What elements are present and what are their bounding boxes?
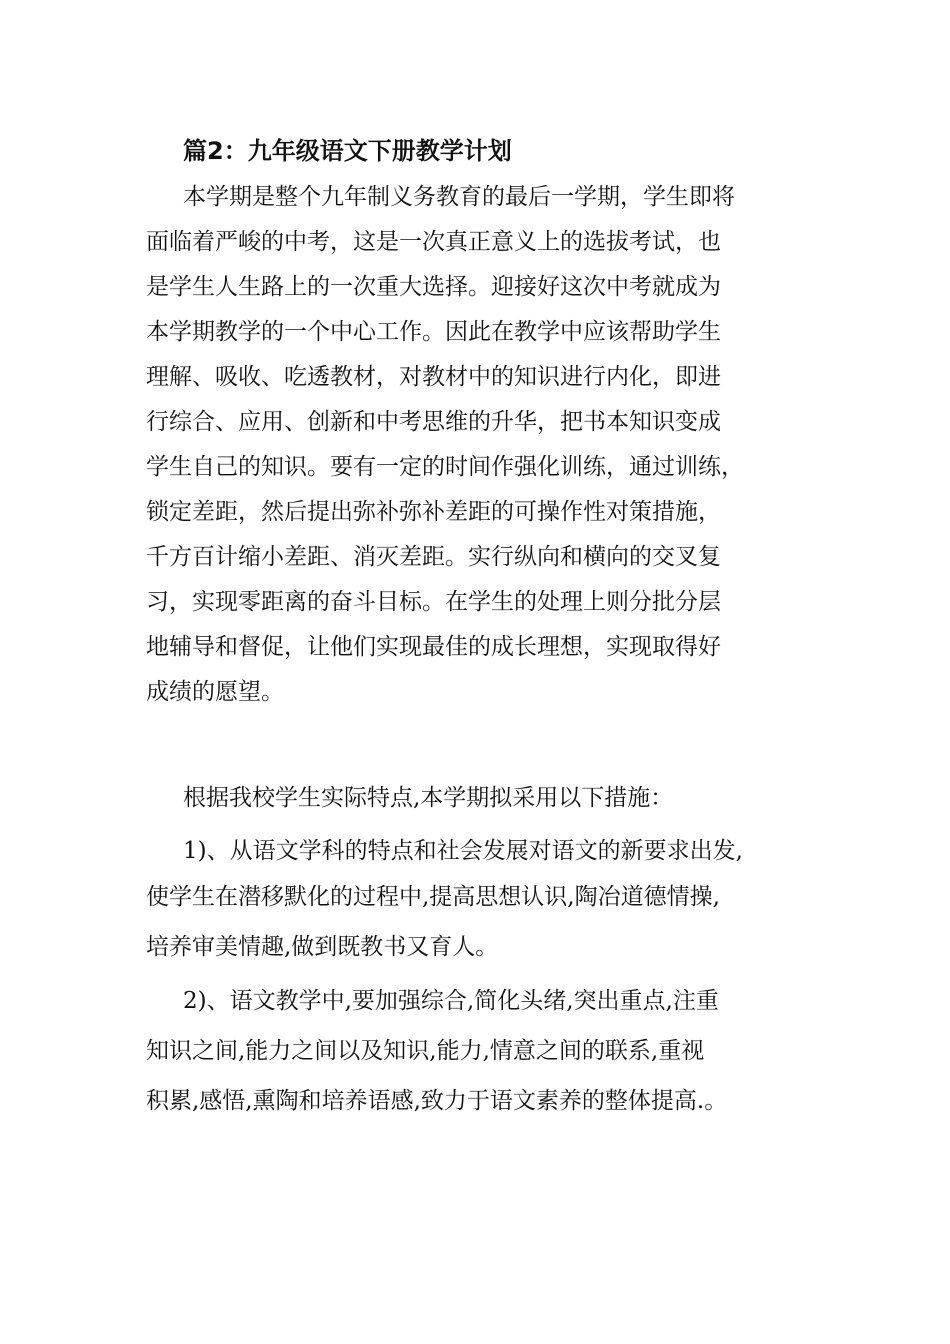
paragraph-3-line-3: 培养审美情趣,做到既教书又育人。 (146, 934, 499, 960)
paragraph-1-line-12: 成绩的愿望。 (146, 679, 284, 705)
paragraph-1-line-6: 行综合、应用、创新和中考思维的升华，把书本知识变成 (146, 409, 721, 435)
paragraph-2-line-1: 根据我校学生实际特点,本学期拟采用以下措施： (183, 785, 674, 811)
paragraph-4-line-2: 知识之间,能力之间以及知识,能力,情意之间的联系,重视 (146, 1038, 705, 1064)
paragraph-1-line-8: 锁定差距，然后提出弥补弥补差距的可操作性对策措施， (146, 499, 721, 525)
document-title: 篇2：九年级语文下册教学计划 (183, 137, 512, 165)
paragraph-1-line-1: 本学期是整个九年制义务教育的最后一学期，学生即将 (183, 184, 735, 210)
paragraph-1-line-5: 理解、吸收、吃透教材，对教材中的知识进行内化，即进 (146, 364, 721, 390)
paragraph-3-line-1: 1)、从语文学科的特点和社会发展对语文的新要求出发, (183, 838, 743, 864)
paragraph-1-line-7: 学生自己的知识。要有一定的时间作强化训练，通过训练， (146, 454, 744, 480)
paragraph-1-line-11: 地辅导和督促，让他们实现最佳的成长理想，实现取得好 (146, 634, 721, 660)
paragraph-4-line-1: 2)、语文教学中,要加强综合,简化头绪,突出重点,注重 (183, 988, 719, 1014)
paragraph-1-line-10: 习，实现零距离的奋斗目标。在学生的处理上则分批分层 (146, 589, 721, 615)
paragraph-4-line-3: 积累,感悟,熏陶和培养语感,致力于语文素养的整体提高.。 (146, 1088, 728, 1114)
paragraph-1-line-3: 是学生人生路上的一次重大选择。迎接好这次中考就成为 (146, 274, 721, 300)
paragraph-3-line-2: 使学生在潜移默化的过程中,提高思想认识,陶冶道德情操, (146, 884, 720, 910)
paragraph-1-line-4: 本学期教学的一个中心工作。因此在教学中应该帮助学生 (146, 319, 721, 345)
paragraph-1-line-2: 面临着严峻的中考，这是一次真正意义上的选拔考试，也 (146, 229, 721, 255)
paragraph-1-line-9: 千方百计缩小差距、消灭差距。实行纵向和横向的交叉复 (146, 544, 721, 570)
